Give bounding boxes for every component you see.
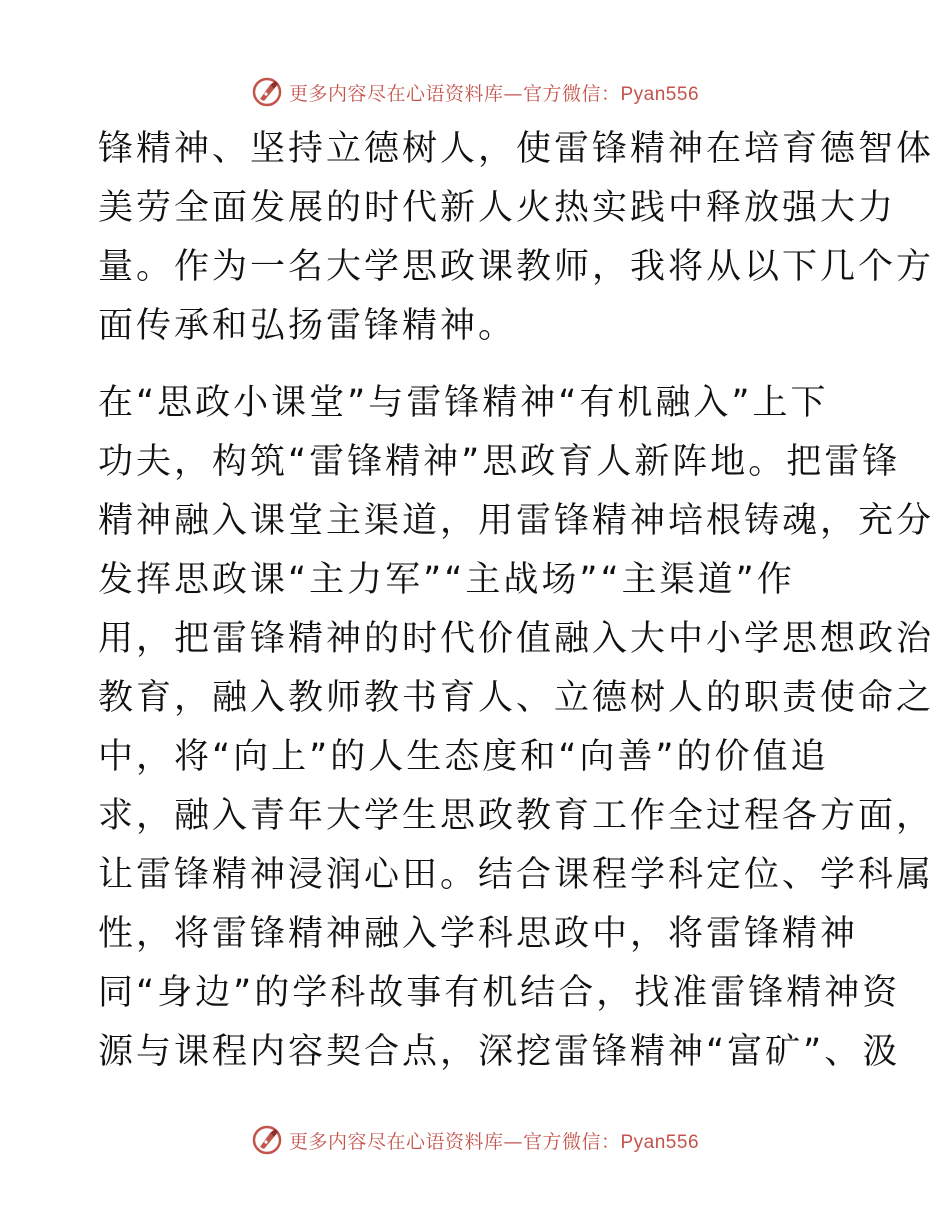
text-line: 教育，融入教师教书育人、立德树人的职责使命之 — [98, 678, 935, 718]
text-line: 量。作为一名大学思政课教师，我将从以下几个方 — [98, 247, 935, 287]
text-line: 让雷锋精神浸润心田。结合课程学科定位、学科属 — [98, 855, 935, 895]
header-banner — [0, 72, 950, 112]
text-line: 美劳全面发展的时代新人火热实践中释放强大力 — [98, 188, 897, 228]
footer-banner — [0, 1120, 950, 1160]
footer-brand-text: 更多内容尽在心语资料库—官方微信： — [288, 1130, 621, 1153]
paragraph-spacer — [98, 356, 858, 374]
paragraph-2 — [98, 374, 935, 1082]
text-line: 精神融入课堂主渠道，用雷锋精神培根铸魂，充分 — [98, 501, 935, 541]
pen-nib-logo-icon — [251, 76, 283, 108]
header-banner-text — [289, 79, 699, 106]
text-line: 用，把雷锋精神的时代价值融入大中小学思想政治 — [98, 619, 935, 659]
text-line: 在“思政小课堂”与雷锋精神“有机融入”上下 — [98, 383, 829, 423]
pen-nib-logo-icon — [251, 1124, 283, 1156]
footer-contact: Pyan556 — [620, 1131, 700, 1153]
document-body — [98, 120, 935, 1082]
text-line: 发挥思政课“主力军”“主战场”“主渠道”作 — [98, 560, 795, 600]
text-line: 中，将“向上”的人生态度和“向善”的价值追 — [98, 737, 829, 777]
text-line: 功夫，构筑“雷锋精神”思政育人新阵地。把雷锋 — [98, 442, 901, 482]
text-line: 锋精神、坚持立德树人，使雷锋精神在培育德智体 — [98, 129, 935, 169]
header-contact: Pyan556 — [620, 83, 700, 105]
text-line: 求，融入青年大学生思政教育工作全过程各方面， — [98, 796, 935, 836]
text-line: 面传承和弘扬雷锋精神。 — [98, 306, 517, 346]
text-line: 同“身边”的学科故事有机结合，找准雷锋精神资 — [98, 973, 901, 1013]
paragraph-1 — [98, 120, 935, 356]
footer-banner-text — [289, 1127, 699, 1154]
text-line: 性，将雷锋精神融入学科思政中，将雷锋精神 — [98, 914, 859, 954]
header-brand-text: 更多内容尽在心语资料库—官方微信： — [288, 82, 621, 105]
text-line: 源与课程内容契合点，深挖雷锋精神“富矿”、汲 — [98, 1032, 901, 1072]
